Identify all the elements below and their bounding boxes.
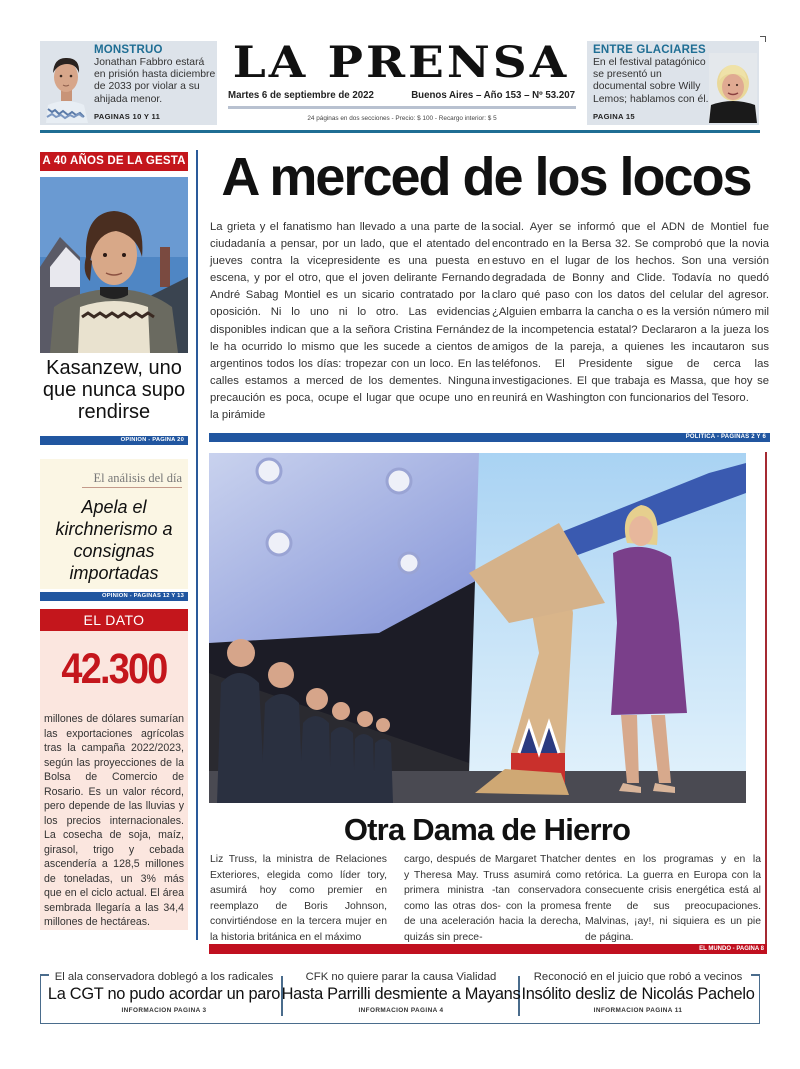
analysis-headline[interactable]: Apela el kirchnerismo a consignas importadas: [55, 497, 173, 583]
teaser-blurb: Jonathan Fabbro estará en prisión hasta diciembre de 2033 por violar a su ahijada menor.: [94, 57, 216, 105]
gesta-tag: A 40 AÑOS DE LA GESTA: [40, 152, 188, 171]
teaser-kicker: MONSTRUO: [94, 44, 163, 56]
second-story-col-3: dentes en los programas y en la retórica. La guerra en Europa con la consecuente crisis energética está al frente de sus preocupaciones. Malvinas, ¡ay!, ni siquiera es un pie de página.: [585, 854, 761, 943]
politica-section-strip[interactable]: POLITICA - PAGINAS 2 Y 6: [209, 433, 770, 442]
main-story-col-1: La grieta y el fanatismo han llevado a una parte de la ciudadanía a pensar, por un lado, que el atentado del jueves contra la vicepresidente es una puesta en escena, y por el otro, que el joven delirante Fernando André Sabag Montiel es un sicario contratado por la oposición. Ni lo uno ni lo otro. Las evidencias disponibles indican que a la señora Cristina Fernández le ha ocurrido lo mismo que les sucede a cientos de argentinos todos los días: tropezar con un loco. En las calles estamos a merced de los dementes. Ninguna precaución es poca, ocupe el lugar que ocupe uno en la pirámide: [210, 221, 490, 422]
bottom-teaser-kicker: Reconoció en el juicio que robó a vecinos: [533, 971, 743, 983]
teaser-entre-glaciares[interactable]: [587, 41, 759, 125]
teaser-kicker: ENTRE GLACIARES: [593, 44, 706, 56]
corner-mark: [760, 36, 766, 42]
lemos-photo: [709, 53, 757, 123]
truss-photo[interactable]: [209, 453, 746, 803]
bottom-teaser-cgt[interactable]: [44, 970, 284, 1016]
teaser-monstruo[interactable]: [40, 41, 217, 125]
bottom-teaser-pages: INFORMACION PAGINA 3: [121, 1007, 207, 1014]
bottom-teaser-headline[interactable]: Insólito desliz de Nicolás Pachelo: [521, 985, 755, 1003]
masthead-divider: [228, 106, 576, 109]
bottom-teaser-kicker: El ala conservadora doblegó a los radicales: [54, 971, 274, 983]
dato-tag: EL DATO: [40, 609, 188, 631]
analysis-kicker: El análisis del día: [93, 471, 182, 485]
kasanzew-section-strip[interactable]: OPINION - PAGINA 20: [40, 436, 188, 445]
kasanzew-photo[interactable]: [40, 177, 188, 353]
teaser-blurb: En el festival patagónico se presentó un documental sobre Willy Lemos; hablamos con él.: [593, 57, 709, 105]
main-story-col-2: social. Ayer se informó que el ADN de Montiel fue encontrado en la Bersa 32. Se comprobó que la novia estuvo en el lugar de los hechos. Son una versión degradada de Bonny and Clide. Todavía no quedó claro qué paso con los datos del celular del agresor. ¿Alguien embarra la cancha o es la versión número mil de la incompetencia estatal? Declararon a la jueza los amigos de la pareja, a quienes les incautaron sus teléfonos. El Presidente sigue de cerca las investigaciones. El que trabaja es Massa, que hoy se reunirá en Washington con funcionarios del Tesoro.: [492, 221, 769, 404]
newspaper-logo: LA PRENSA: [232, 37, 570, 88]
teaser-pages: PAGINA 15: [593, 112, 635, 121]
teaser-pages: PAGINAS 10 Y 11: [94, 112, 161, 121]
analysis-box[interactable]: [40, 459, 188, 589]
column-divider: [196, 150, 198, 940]
bottom-teaser-pachelo[interactable]: [518, 970, 758, 1016]
masthead-bottom-rule: [40, 130, 760, 133]
second-headline[interactable]: Otra Dama de Hierro: [343, 812, 631, 847]
bottom-teaser-headline[interactable]: La CGT no pudo acordar un paro: [47, 985, 281, 1003]
bottom-teaser-pages: INFORMACION PAGINA 11: [593, 1007, 683, 1014]
fabbro-photo: [42, 47, 90, 123]
dato-box: [40, 631, 188, 930]
mundo-section-strip[interactable]: EL MUNDO - PAGINA 8: [209, 944, 767, 954]
bottom-teaser-kicker: CFK no quiere parar la causa Vialidad: [305, 971, 497, 983]
analysis-kicker-underline: [82, 487, 182, 488]
price-line: 24 páginas en dos secciones - Precio: $ 100 - Recargo interior: $ 5: [307, 115, 497, 122]
bottom-teaser-headline[interactable]: Hasta Parrilli desmiente a Mayans: [281, 985, 521, 1003]
second-story-col-2: cargo, después de Margaret Thatcher y Theresa May. Truss asumirá como primera ministra -tan conservadora como las otras dos- con la promesa de una aceleración hacia la derecha, quizás sin prece-: [404, 854, 581, 943]
second-story-col-1: Liz Truss, la ministra de Relaciones Exteriores, elegida como líder tory, asumirá hoy como premier en reemplazo de Boris Johnson, convirtiéndose en la tercera mujer en la historia británica en el máximo: [210, 854, 387, 943]
kasanzew-headline[interactable]: Kasanzew, uno que nunca supo rendirse: [42, 357, 186, 423]
analysis-section-strip[interactable]: OPINION - PAGINAS 12 Y 13: [40, 592, 188, 601]
photo-side-rule: [765, 452, 767, 944]
dato-number: 42.300: [61, 645, 167, 693]
issue-date: Martes 6 de septiembre de 2022: [228, 90, 374, 101]
main-headline[interactable]: A merced de los locos: [221, 147, 751, 207]
dato-text: millones de dólares sumarían las exportaciones agrícolas tras la campaña 2022/2023, según las proyecciones de la Bolsa de Comercio de Rosario. Es un valor récord, pero depende de las lluvias y los precios internacionales. La cosecha de soja, maíz, girasol, trigo y cebada ascendería a 128,5 millones de toneladas, un 3% más que en el ciclo actual. El área sembrada llegaría a las 34,4 millones de hectáreas.: [44, 713, 184, 928]
bottom-teaser-pages: INFORMACION PAGINA 4: [358, 1007, 444, 1014]
issue-edition: Buenos Aires – Año 153 – Nº 53.207: [411, 90, 575, 101]
bottom-teaser-parrilli[interactable]: [281, 970, 521, 1016]
